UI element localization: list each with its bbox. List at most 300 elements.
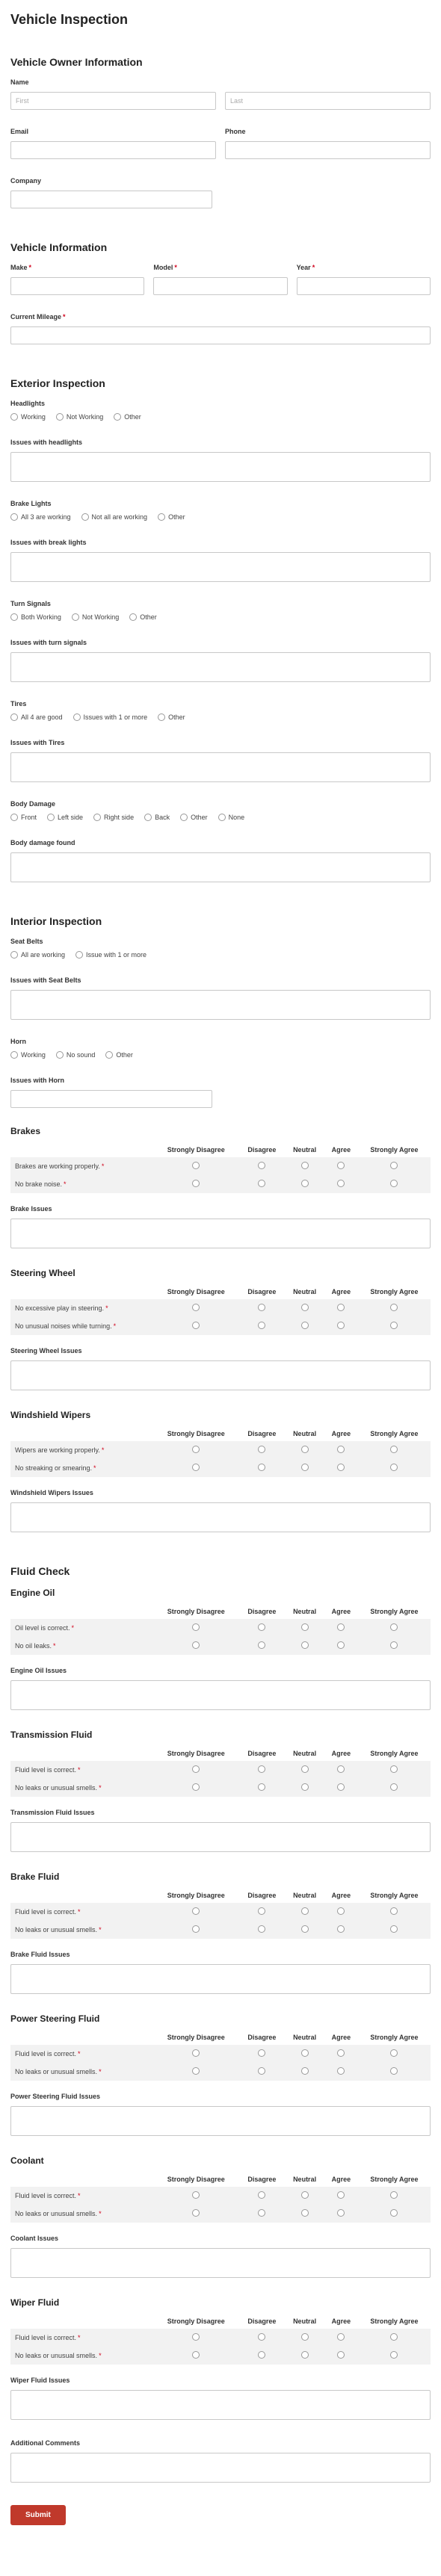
tires-option[interactable] <box>10 713 63 721</box>
matrix-radio-button[interactable] <box>192 2049 200 2057</box>
required-marker: * <box>78 1766 81 1774</box>
matrix-cell <box>153 1761 238 1779</box>
radio-button[interactable] <box>10 1051 18 1059</box>
matrix-column-header: Strongly Agree <box>370 1146 419 1154</box>
power-steering-issues-textarea[interactable] <box>10 2106 431 2136</box>
brake-fluid-issues-textarea[interactable] <box>10 1964 431 1994</box>
horn-option[interactable] <box>105 1051 133 1059</box>
year-label: Year * <box>296 264 315 271</box>
matrix-cell <box>358 1761 431 1779</box>
radio-button[interactable] <box>73 713 81 721</box>
matrix-question-text: Wipers are working properly. <box>15 1446 100 1454</box>
matrix-radio-button[interactable] <box>258 1641 265 1649</box>
matrix-cell <box>285 2329 324 2347</box>
tires-option[interactable] <box>73 713 148 721</box>
radio-button[interactable] <box>56 1051 64 1059</box>
matrix-radio-button[interactable] <box>390 2191 398 2199</box>
body-damage-found-textarea[interactable] <box>10 852 431 882</box>
coolant-subsection <box>10 2155 431 2278</box>
matrix-radio-button[interactable] <box>337 1304 345 1311</box>
radio-button[interactable] <box>10 713 18 721</box>
matrix-radio-button[interactable] <box>258 1765 265 1773</box>
radio-button[interactable] <box>114 413 121 421</box>
matrix-question-text: No unusual noises while turning. <box>15 1322 112 1330</box>
matrix-cell <box>358 2045 431 2063</box>
matrix-radio-button[interactable] <box>337 1765 345 1773</box>
company-label: Company <box>10 177 42 185</box>
radio-label: Other <box>116 1051 133 1059</box>
matrix-radio-button[interactable] <box>192 1304 200 1311</box>
matrix-radio-button[interactable] <box>301 1464 309 1471</box>
matrix-radio-button[interactable] <box>258 1446 265 1453</box>
engine-oil-matrix <box>10 1604 431 1655</box>
matrix-radio-button[interactable] <box>301 1925 309 1933</box>
matrix-cell <box>324 1921 358 1939</box>
seat-belts-radio-group <box>10 951 431 959</box>
matrix-cell <box>238 1299 285 1317</box>
radio-button[interactable] <box>180 814 188 821</box>
matrix-radio-button[interactable] <box>301 2351 309 2359</box>
matrix-radio-button[interactable] <box>258 2067 265 2075</box>
matrix-radio-button[interactable] <box>390 1446 398 1453</box>
brake-issues-textarea[interactable] <box>10 1219 431 1248</box>
matrix-row <box>10 1317 431 1335</box>
matrix-cell <box>153 1441 238 1459</box>
radio-label: Other <box>140 613 157 621</box>
power-steering-subsection <box>10 2013 431 2136</box>
matrix-radio-button[interactable] <box>337 2333 345 2341</box>
matrix-column-header: Disagree <box>247 1750 277 1757</box>
seat-belts-label: Seat Belts <box>10 938 43 945</box>
matrix-cell <box>153 1921 238 1939</box>
matrix-radio-button[interactable] <box>390 2049 398 2057</box>
body-damage-option[interactable] <box>180 814 208 821</box>
matrix-radio-button[interactable] <box>390 2209 398 2217</box>
coolant-heading: Coolant <box>10 2155 44 2166</box>
matrix-cell <box>153 1459 238 1477</box>
matrix-radio-button[interactable] <box>192 2067 200 2075</box>
matrix-column-header: Strongly Disagree <box>167 1146 225 1154</box>
radio-label: All are working <box>21 951 66 959</box>
first-name-input[interactable] <box>10 92 216 110</box>
brakes-heading: Brakes <box>10 1126 41 1136</box>
matrix-column-header: Agree <box>331 1892 351 1899</box>
matrix-column-header: Neutral <box>293 2176 317 2183</box>
matrix-cell <box>324 1459 358 1477</box>
matrix-radio-button[interactable] <box>192 2351 200 2359</box>
horn-option[interactable] <box>56 1051 96 1059</box>
body-damage-found-label: Body damage found <box>10 839 75 846</box>
matrix-radio-button[interactable] <box>301 1765 309 1773</box>
matrix-column-header: Disagree <box>247 2034 277 2041</box>
matrix-question-text: Fluid level is correct. <box>15 2050 77 2058</box>
matrix-radio-button[interactable] <box>390 1322 398 1329</box>
matrix-question-text: No leaks or unusual smells. <box>15 2352 98 2359</box>
matrix-column-header: Strongly Agree <box>370 2034 419 2041</box>
radio-button[interactable] <box>158 513 165 521</box>
brake-lights-label: Brake Lights <box>10 500 52 507</box>
matrix-radio-button[interactable] <box>192 1162 200 1169</box>
matrix-row <box>10 1903 431 1921</box>
matrix-radio-button[interactable] <box>390 1783 398 1791</box>
matrix-radio-button[interactable] <box>301 2209 309 2217</box>
matrix-column-header: Neutral <box>293 2318 317 2325</box>
matrix-radio-button[interactable] <box>301 2049 309 2057</box>
radio-label: Issues with 1 or more <box>83 713 148 721</box>
matrix-radio-button[interactable] <box>258 1162 265 1169</box>
matrix-question <box>10 1761 153 1779</box>
matrix-corner <box>10 1426 153 1441</box>
matrix-row <box>10 2329 431 2347</box>
turn-signals-issues-textarea[interactable] <box>10 652 431 682</box>
email-input[interactable] <box>10 141 216 159</box>
matrix-radio-button[interactable] <box>337 1162 345 1169</box>
matrix-radio-button[interactable] <box>390 1464 398 1471</box>
matrix-question <box>10 2187 153 2205</box>
radio-label: Right side <box>104 814 135 821</box>
matrix-column-header: Strongly Disagree <box>167 1430 225 1437</box>
horn-issues-input[interactable] <box>10 1090 212 1108</box>
matrix-cell <box>285 1903 324 1921</box>
wiper-fluid-issues-textarea[interactable] <box>10 2390 431 2420</box>
matrix-column-header: Strongly Agree <box>370 1892 419 1899</box>
matrix-cell <box>153 2045 238 2063</box>
matrix-row <box>10 1921 431 1939</box>
body-damage-option[interactable] <box>144 814 170 821</box>
brake-lights-option[interactable] <box>10 513 71 521</box>
radio-button[interactable] <box>105 1051 113 1059</box>
matrix-radio-button[interactable] <box>192 1783 200 1791</box>
matrix-radio-button[interactable] <box>192 1641 200 1649</box>
matrix-radio-button[interactable] <box>337 1907 345 1915</box>
last-name-input[interactable] <box>225 92 431 110</box>
matrix-cell <box>238 1441 285 1459</box>
make-input[interactable] <box>10 277 144 295</box>
brake-lights-option[interactable] <box>81 513 148 521</box>
engine-oil-subsection <box>10 1588 431 1710</box>
matrix-radio-button[interactable] <box>192 1464 200 1471</box>
headlights-issues-textarea[interactable] <box>10 452 431 482</box>
model-label: Model * <box>153 264 177 271</box>
additional-comments-label: Additional Comments <box>10 2439 81 2447</box>
radio-button[interactable] <box>129 613 137 621</box>
matrix-radio-button[interactable] <box>337 1464 345 1471</box>
matrix-radio-button[interactable] <box>192 1180 200 1187</box>
matrix-radio-button[interactable] <box>258 1464 265 1471</box>
matrix-question-text: No leaks or unusual smells. <box>15 2068 98 2075</box>
matrix-row <box>10 1157 431 1175</box>
matrix-radio-button[interactable] <box>258 1180 265 1187</box>
matrix-radio-button[interactable] <box>301 1162 309 1169</box>
exterior-section <box>10 377 431 882</box>
matrix-radio-button[interactable] <box>390 2333 398 2341</box>
matrix-cell <box>358 1779 431 1797</box>
brakes-subsection <box>10 1126 431 1248</box>
matrix-radio-button[interactable] <box>301 1623 309 1631</box>
body-damage-option[interactable] <box>93 814 134 821</box>
matrix-question-text: No leaks or unusual smells. <box>15 2210 98 2217</box>
matrix-radio-button[interactable] <box>258 2351 265 2359</box>
matrix-cell <box>238 2347 285 2365</box>
matrix-question <box>10 2347 153 2365</box>
headlights-option[interactable] <box>10 413 46 421</box>
body-damage-option[interactable] <box>47 814 83 821</box>
radio-button[interactable] <box>218 814 226 821</box>
matrix-radio-button[interactable] <box>337 2067 345 2075</box>
matrix-cell <box>285 1921 324 1939</box>
matrix-column-header: Agree <box>331 1146 351 1154</box>
matrix-cell <box>238 2063 285 2081</box>
matrix-column-header: Strongly Disagree <box>167 2176 225 2183</box>
turn-signals-option[interactable] <box>72 613 119 621</box>
turn-signals-issues-label: Issues with turn signals <box>10 639 87 646</box>
mileage-input[interactable] <box>10 326 431 344</box>
phone-input[interactable] <box>225 141 431 159</box>
radio-button[interactable] <box>144 814 152 821</box>
radio-button[interactable] <box>158 713 165 721</box>
brakes-matrix <box>10 1142 431 1193</box>
matrix-column-header: Neutral <box>293 1892 317 1899</box>
matrix-cell <box>238 1903 285 1921</box>
matrix-radio-button[interactable] <box>337 1783 345 1791</box>
matrix-cell <box>153 2063 238 2081</box>
matrix-cell <box>324 1903 358 1921</box>
matrix-radio-button[interactable] <box>337 1925 345 1933</box>
matrix-cell <box>238 2045 285 2063</box>
radio-button[interactable] <box>10 613 18 621</box>
matrix-cell <box>285 1175 324 1193</box>
tires-issues-label: Issues with Tires <box>10 739 65 746</box>
radio-button[interactable] <box>93 814 101 821</box>
coolant-issues-textarea[interactable] <box>10 2248 431 2278</box>
matrix-cell <box>153 1903 238 1921</box>
required-marker: * <box>99 2068 102 2075</box>
matrix-radio-button[interactable] <box>258 2333 265 2341</box>
matrix-radio-button[interactable] <box>390 1623 398 1631</box>
matrix-question <box>10 1619 153 1637</box>
matrix-cell <box>324 2347 358 2365</box>
matrix-radio-button[interactable] <box>301 1907 309 1915</box>
radio-button[interactable] <box>75 951 83 959</box>
matrix-cell <box>153 1299 238 1317</box>
turn-signals-option[interactable] <box>129 613 157 621</box>
matrix-radio-button[interactable] <box>258 2191 265 2199</box>
matrix-radio-button[interactable] <box>390 2351 398 2359</box>
matrix-cell <box>324 1157 358 1175</box>
matrix-radio-button[interactable] <box>390 2067 398 2075</box>
matrix-cell <box>358 1175 431 1193</box>
seat-belts-option[interactable] <box>10 951 65 959</box>
engine-oil-heading: Engine Oil <box>10 1588 55 1598</box>
matrix-radio-button[interactable] <box>337 2209 345 2217</box>
matrix-radio-button[interactable] <box>390 1907 398 1915</box>
page-title: Vehicle Inspection <box>10 12 129 27</box>
headlights-option[interactable] <box>114 413 141 421</box>
matrix-question-text: Fluid level is correct. <box>15 1908 77 1916</box>
matrix-question-text: No excessive play in steering. <box>15 1304 105 1312</box>
matrix-cell <box>324 1441 358 1459</box>
additional-comments-textarea[interactable] <box>10 2453 431 2483</box>
radio-button[interactable] <box>56 413 64 421</box>
matrix-radio-button[interactable] <box>337 1446 345 1453</box>
matrix-radio-button[interactable] <box>192 1322 200 1329</box>
transmission-issues-label: Transmission Fluid Issues <box>10 1809 95 1816</box>
matrix-radio-button[interactable] <box>390 1641 398 1649</box>
matrix-cell <box>238 1637 285 1655</box>
matrix-radio-button[interactable] <box>258 1783 265 1791</box>
matrix-radio-button[interactable] <box>337 2351 345 2359</box>
matrix-radio-button[interactable] <box>192 2209 200 2217</box>
wipers-subsection <box>10 1410 431 1532</box>
matrix-radio-button[interactable] <box>337 2191 345 2199</box>
wipers-issues-textarea[interactable] <box>10 1502 431 1532</box>
matrix-cell <box>285 2063 324 2081</box>
matrix-radio-button[interactable] <box>390 1162 398 1169</box>
matrix-radio-button[interactable] <box>258 1304 265 1311</box>
brake-lights-option[interactable] <box>158 513 185 521</box>
radio-button[interactable] <box>81 513 89 521</box>
body-damage-option[interactable] <box>218 814 245 821</box>
matrix-radio-button[interactable] <box>258 2049 265 2057</box>
horn-option[interactable] <box>10 1051 46 1059</box>
radio-button[interactable] <box>10 413 18 421</box>
radio-label: Other <box>191 814 208 821</box>
matrix-cell <box>358 1637 431 1655</box>
matrix-row <box>10 2187 431 2205</box>
matrix-column-header: Strongly Agree <box>370 1750 419 1757</box>
radio-button[interactable] <box>47 814 55 821</box>
matrix-row <box>10 1175 431 1193</box>
matrix-radio-button[interactable] <box>192 2191 200 2199</box>
matrix-radio-button[interactable] <box>192 2333 200 2341</box>
matrix-radio-button[interactable] <box>301 1641 309 1649</box>
turn-signals-option[interactable] <box>10 613 61 621</box>
model-input[interactable] <box>153 277 287 295</box>
submit-button[interactable]: Submit <box>10 2505 66 2525</box>
tires-issues-textarea[interactable] <box>10 752 431 782</box>
matrix-radio-button[interactable] <box>390 1925 398 1933</box>
matrix-radio-button[interactable] <box>390 1765 398 1773</box>
matrix-radio-button[interactable] <box>192 1907 200 1915</box>
matrix-corner <box>10 1604 153 1619</box>
matrix-header-row <box>10 2030 431 2045</box>
matrix-radio-button[interactable] <box>337 1641 345 1649</box>
steering-issues-textarea[interactable] <box>10 1360 431 1390</box>
matrix-cell <box>285 1779 324 1797</box>
matrix-radio-button[interactable] <box>301 2067 309 2075</box>
matrix-cell <box>358 1903 431 1921</box>
make-label: Make * <box>10 264 32 271</box>
matrix-cell <box>358 2063 431 2081</box>
matrix-cell <box>324 1317 358 1335</box>
name-label: Name <box>10 78 29 86</box>
radio-button[interactable] <box>10 951 18 959</box>
radio-button[interactable] <box>72 613 79 621</box>
matrix-cell <box>285 1317 324 1335</box>
body-damage-option[interactable] <box>10 814 37 821</box>
radio-button[interactable] <box>10 513 18 521</box>
matrix-header-row <box>10 1888 431 1903</box>
matrix-radio-button[interactable] <box>337 1322 345 1329</box>
matrix-corner <box>10 2030 153 2045</box>
matrix-radio-button[interactable] <box>301 2333 309 2341</box>
transmission-issues-textarea[interactable] <box>10 1822 431 1852</box>
company-input[interactable] <box>10 191 212 208</box>
brake-lights-issues-textarea[interactable] <box>10 552 431 582</box>
engine-oil-issues-textarea[interactable] <box>10 1680 431 1710</box>
matrix-radio-button[interactable] <box>337 1180 345 1187</box>
matrix-radio-button[interactable] <box>258 2209 265 2217</box>
matrix-radio-button[interactable] <box>301 1322 309 1329</box>
matrix-header-row <box>10 1284 431 1299</box>
matrix-cell <box>324 1761 358 1779</box>
matrix-header-row <box>10 1426 431 1441</box>
matrix-radio-button[interactable] <box>390 1304 398 1311</box>
matrix-radio-button[interactable] <box>337 2049 345 2057</box>
brake-fluid-heading: Brake Fluid <box>10 1871 60 1882</box>
matrix-radio-button[interactable] <box>301 2191 309 2199</box>
brake-fluid-matrix <box>10 1888 431 1939</box>
matrix-cell <box>324 1779 358 1797</box>
matrix-header-row <box>10 1142 431 1157</box>
matrix-question <box>10 1637 153 1655</box>
matrix-cell <box>285 1441 324 1459</box>
year-input[interactable] <box>297 277 431 295</box>
mileage-label: Current Mileage * <box>10 313 66 321</box>
matrix-cell <box>238 1779 285 1797</box>
matrix-radio-button[interactable] <box>258 1907 265 1915</box>
wiper-fluid-issues-label: Wiper Fluid Issues <box>10 2377 70 2384</box>
radio-label: Not Working <box>66 413 104 421</box>
matrix-radio-button[interactable] <box>337 1623 345 1631</box>
matrix-radio-button[interactable] <box>390 1180 398 1187</box>
fluid-section <box>10 1565 431 2525</box>
headlights-option[interactable] <box>56 413 103 421</box>
matrix-radio-button[interactable] <box>301 1783 309 1791</box>
matrix-radio-button[interactable] <box>301 1446 309 1453</box>
vehicle-section <box>10 241 431 344</box>
seat-belts-option[interactable] <box>75 951 147 959</box>
matrix-radio-button[interactable] <box>192 1446 200 1453</box>
radio-label: Issue with 1 or more <box>86 951 147 959</box>
matrix-radio-button[interactable] <box>301 1180 309 1187</box>
matrix-radio-button[interactable] <box>301 1304 309 1311</box>
radio-label: Front <box>21 814 37 821</box>
matrix-column-header: Strongly Disagree <box>167 1892 225 1899</box>
matrix-corner <box>10 2172 153 2187</box>
matrix-radio-button[interactable] <box>258 1623 265 1631</box>
matrix-column-header: Strongly Agree <box>370 1288 419 1295</box>
matrix-question <box>10 1903 153 1921</box>
matrix-radio-button[interactable] <box>192 1623 200 1631</box>
tires-option[interactable] <box>158 713 185 721</box>
matrix-corner <box>10 1284 153 1299</box>
matrix-radio-button[interactable] <box>192 1925 200 1933</box>
matrix-cell <box>285 2205 324 2223</box>
interior-heading: Interior Inspection <box>10 915 102 927</box>
matrix-question <box>10 1157 153 1175</box>
matrix-cell <box>324 2063 358 2081</box>
matrix-corner <box>10 1142 153 1157</box>
matrix-radio-button[interactable] <box>258 1925 265 1933</box>
radio-button[interactable] <box>10 814 18 821</box>
matrix-cell <box>153 2347 238 2365</box>
matrix-row <box>10 1619 431 1637</box>
required-marker: * <box>99 1926 102 1933</box>
matrix-radio-button[interactable] <box>192 1765 200 1773</box>
matrix-radio-button[interactable] <box>258 1322 265 1329</box>
seat-belts-issues-textarea[interactable] <box>10 990 431 1020</box>
